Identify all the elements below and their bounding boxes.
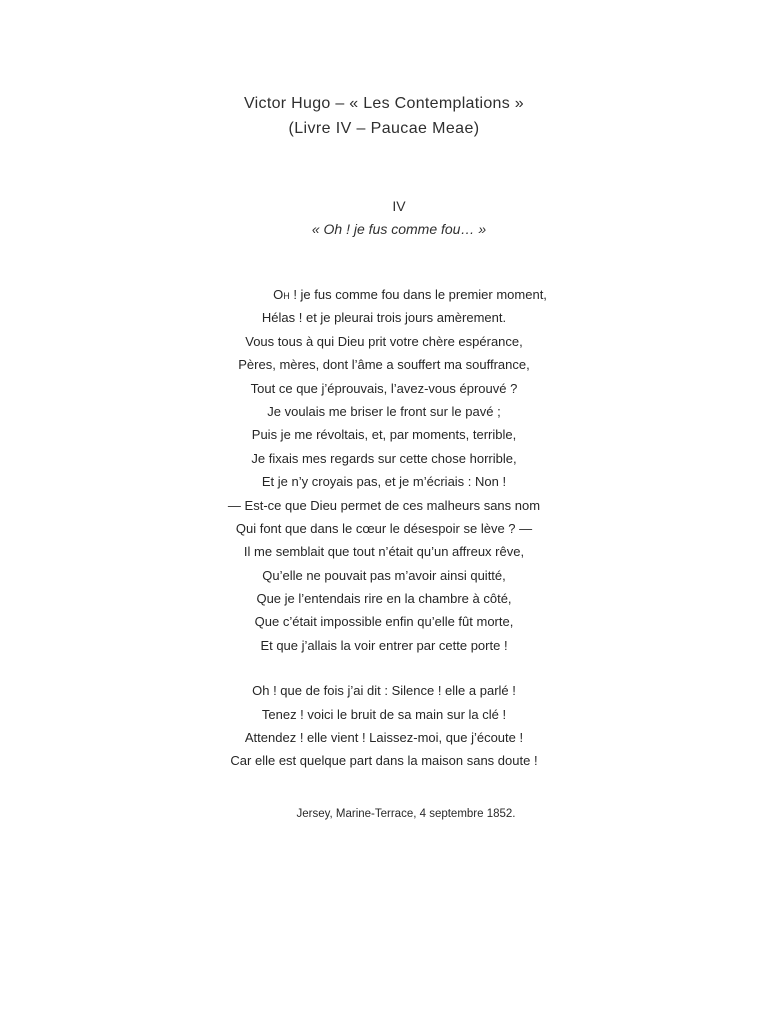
verse-line: Tout ce que j’éprouvais, l’avez-vous éprouvé ? (250, 380, 518, 396)
verse-line: Hélas ! et je pleurai trois jours amèrement. (261, 310, 507, 326)
verse-line: Que c’était impossible enfin qu’elle fût morte, (254, 614, 514, 630)
verse-line: Car elle est quelque part dans la maison sans doute ! (230, 753, 538, 769)
verse-line: Je voulais me briser le front sur le pavé ; (267, 403, 501, 419)
work-title: Victor Hugo – « Les Contemplations » (244, 95, 524, 112)
verse-line: Pères, mères, dont l’âme a souffert ma souffrance, (238, 357, 530, 373)
work-subtitle: (Livre IV – Paucae Meae) (288, 120, 480, 137)
verse-line: Tenez ! voici le bruit de sa main sur la clé ! (261, 706, 507, 722)
stanza-1 (0, 283, 768, 657)
verse-line: Attendez ! elle vient ! Laissez-moi, que j’écoute ! (244, 730, 524, 746)
verse-line: Je fixais mes regards sur cette chose horrible, (251, 450, 517, 466)
verse-line: Et que j’allais la voir entrer par cette porte ! (260, 637, 508, 653)
stanza-2 (0, 679, 768, 773)
verse-first-word: Oh (273, 287, 290, 302)
document-header (0, 92, 768, 141)
verse-line: Qui font que dans le cœur le désespoir se lève ? — (235, 520, 533, 536)
verse-line: Qu’elle ne pouvait pas m’avoir ainsi quitté, (262, 567, 506, 583)
poem-heading (0, 197, 768, 238)
verse-line: — Est-ce que Dieu permet de ces malheurs sans nom (227, 497, 541, 513)
place-and-date: Jersey, Marine-Terrace, 4 septembre 1852. (296, 808, 516, 820)
verse-line: Il me semblait que tout n’était qu’un affreux rêve, (243, 544, 525, 560)
verse-line: Vous tous à qui Dieu prit votre chère espérance, (245, 333, 523, 349)
poem-number: IV (392, 198, 406, 214)
verse-first-line-rest: ! je fus comme fou dans le premier moment, (289, 287, 547, 302)
verse-line: Que je l’entendais rire en la chambre à côté, (256, 591, 512, 607)
poem-title: « Oh ! je fus comme fou… » (311, 221, 487, 237)
poem-body (0, 283, 768, 773)
verse-line: Oh ! que de fois j’ai dit : Silence ! elle a parlé ! (252, 683, 516, 699)
verse-line: Puis je me révoltais, et, par moments, terrible, (251, 427, 517, 443)
verse-line: Et je n’y croyais pas, et je m’écriais : Non ! (261, 474, 507, 490)
verse-line (0, 283, 768, 306)
